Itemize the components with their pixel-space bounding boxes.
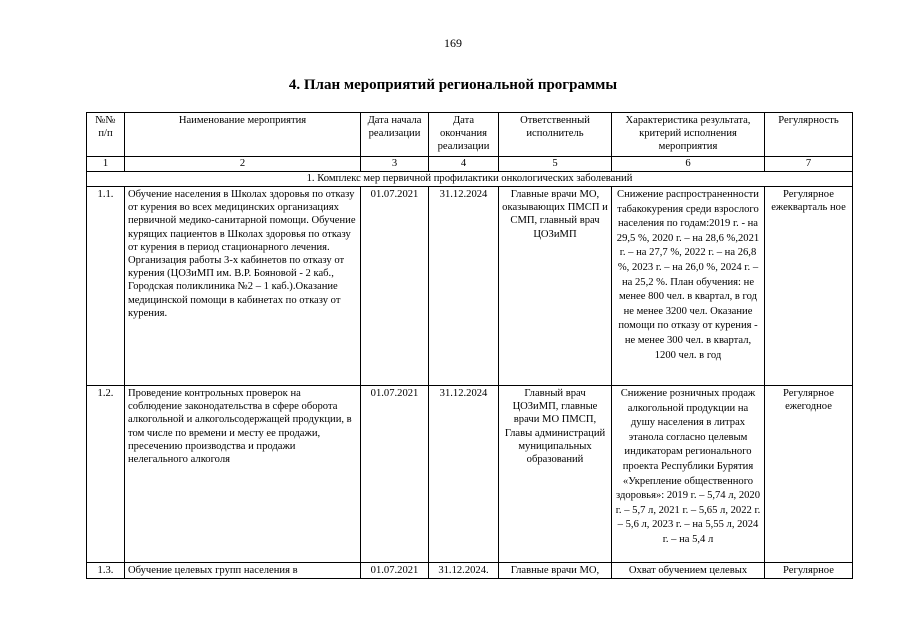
plan-table bbox=[86, 112, 853, 579]
row-result-text: Снижение розничных продаж алкогольной продукции на душу населения в литрах этанола согласно целевым индикаторам регионального проекта Республики Бурятия «Укрепление общественного здоровья»: 2019 г. – 5,74 л, 2020 г. – 5,7 л, 2021 г. – 5,65 л, 2022 г. – 5,6 л, 2023 г. – на 5,55 л, 2024 г. – на 5,4 л bbox=[615, 388, 761, 545]
table-row bbox=[87, 386, 853, 563]
row-result bbox=[612, 386, 765, 563]
page-number: 169 bbox=[444, 36, 462, 50]
column-number: 7 bbox=[765, 157, 853, 172]
table-header-row bbox=[87, 113, 853, 157]
header-name: Наименование мероприятия bbox=[125, 113, 361, 157]
row-responsible-text: Главные врачи МО, bbox=[510, 565, 600, 576]
section-title: 1. Комплекс мер первичной профилактики онкологических заболеваний bbox=[87, 172, 853, 187]
row-regularity: Регулярное bbox=[765, 563, 853, 579]
row-num: 1.1. bbox=[87, 187, 125, 386]
header-responsible: Ответственный исполнитель bbox=[499, 113, 612, 157]
row-result-text: Охват обучением целевых bbox=[628, 565, 748, 576]
row-start-date: 01.07.2021 bbox=[361, 187, 429, 386]
column-number: 4 bbox=[429, 157, 499, 172]
column-number: 2 bbox=[125, 157, 361, 172]
row-end-date: 31.12.2024. bbox=[429, 563, 499, 579]
section-row bbox=[87, 172, 853, 187]
row-name-text: Проведение контрольных проверок на соблюдение законодательства в сфере оборота алкогольной и алкогольсодержащей продукции, в том числе по времени и месту ее продажи, пресечению производства и продажи нелегального алкоголя bbox=[128, 388, 352, 466]
row-num: 1.2. bbox=[87, 386, 125, 563]
column-number: 1 bbox=[87, 157, 125, 172]
row-result bbox=[612, 563, 765, 579]
row-regularity: Регулярное ежегодное bbox=[765, 386, 853, 563]
header-regularity: Регулярность bbox=[765, 113, 853, 157]
header-start-date: Дата начала реализации bbox=[361, 113, 429, 157]
table-row bbox=[87, 187, 853, 386]
column-number: 6 bbox=[612, 157, 765, 172]
column-number: 3 bbox=[361, 157, 429, 172]
row-responsible: Главный врач ЦОЗиМП, главные врачи МО ПМСП, Главы администраций муниципальных образований bbox=[499, 386, 612, 563]
row-name bbox=[125, 563, 361, 579]
column-number-row bbox=[87, 157, 853, 172]
row-end-date: 31.12.2024 bbox=[429, 187, 499, 386]
row-num: 1.3. bbox=[87, 563, 125, 579]
header-num: №№ п/п bbox=[87, 113, 125, 157]
row-name bbox=[125, 187, 361, 386]
row-name bbox=[125, 386, 361, 563]
row-responsible: Главные врачи МО, оказывающих ПМСП и СМП, главный врач ЦОЗиМП bbox=[499, 187, 612, 386]
row-regularity: Регулярное ежекварталь ное bbox=[765, 187, 853, 386]
row-responsible bbox=[499, 563, 612, 579]
row-result bbox=[612, 187, 765, 386]
row-start-date: 01.07.2021 bbox=[361, 563, 429, 579]
column-number: 5 bbox=[499, 157, 612, 172]
header-end-date: Дата окончания реализации bbox=[429, 113, 499, 157]
row-name-text: Обучение целевых групп населения в bbox=[128, 565, 298, 576]
row-start-date: 01.07.2021 bbox=[361, 386, 429, 563]
row-name-text: Обучение населения в Школах здоровья по отказу от курения во всех медицинских организациях первичной медико-санитарной помощи. Обучение курящих пациентов в Школах здоровья по отказу от курения в период стационарного лечения. Организация работы 3-х кабинетов по отказу от курения (ЦОЗиМП им. В.Р. Бояновой - 2 каб., Городская поликлиника №2 – 1 каб.).Оказание медицинской помощи в кабинетах по отказу от курения. bbox=[128, 189, 356, 319]
row-end-date: 31.12.2024 bbox=[429, 386, 499, 563]
table-row bbox=[87, 563, 853, 579]
header-result: Характеристика результата, критерий исполнения мероприятия bbox=[612, 113, 765, 157]
row-result-text: Снижение распространенности табакокурения среди взрослого населения по годам:2019 г. - на 29,5 %, 2020 г. – на 28,6 %,2021 г. – на 27,7 %, 2022 г. – на 26,8 %, 2023 г. – на 26,0 %, 2024 г. – на 25,2 %. План обучения: не менее 800 чел. в квартал, в год не менее 3200 чел. Оказание помощи по отказу от курения - не менее 300 чел. в квартал, 1200 чел. в год bbox=[616, 189, 760, 361]
page-title: 4. План мероприятий региональной программы bbox=[288, 77, 618, 93]
